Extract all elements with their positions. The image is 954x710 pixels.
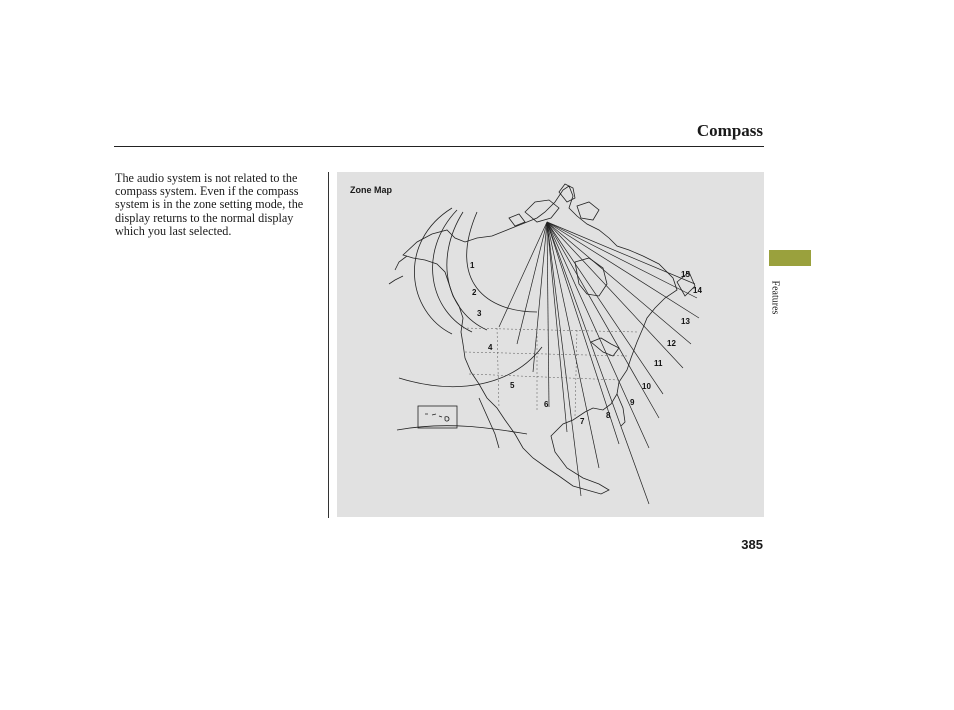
zone-label-9: 9	[630, 398, 635, 407]
zone-boundary-arcs	[397, 208, 542, 434]
zone-label-10: 10	[642, 382, 651, 391]
section-tab-text: Features	[769, 280, 781, 314]
baja-peninsula	[479, 398, 499, 448]
column-divider	[328, 172, 329, 518]
zone-label-8: 8	[606, 411, 611, 420]
florida-peninsula	[617, 394, 625, 426]
zone-label-11: 11	[654, 359, 663, 368]
zone-label-12: 12	[667, 339, 676, 348]
zone-label-7: 7	[580, 417, 585, 426]
page-title: Compass	[696, 121, 763, 140]
zone-label-3: 3	[477, 309, 482, 318]
hudson-bay	[575, 258, 607, 296]
aleutian-chain	[389, 256, 407, 284]
zone-label-15: 15	[681, 270, 690, 279]
body-paragraph: The audio system is not related to the compass system. Even if the compass system is in the zone setting mode, the display returns to the normal display which you last selected.	[115, 171, 304, 238]
north-america-outline	[403, 186, 677, 494]
zone-label-13: 13	[681, 317, 690, 326]
title-rule	[114, 146, 764, 147]
state-borders	[463, 328, 637, 416]
zone-map-caption: Zone Map	[350, 185, 392, 195]
section-tab	[769, 250, 811, 266]
zone-label-14: 14	[693, 286, 702, 295]
zone-label-6: 6	[544, 400, 549, 409]
arctic-islands	[509, 184, 599, 226]
hawaii-inset	[418, 406, 457, 428]
section-tab-label	[760, 272, 790, 322]
zone-label-5: 5	[510, 381, 515, 390]
page-number: 385	[741, 537, 763, 552]
zone-map-illustration	[337, 172, 764, 517]
zone-label-2: 2	[472, 288, 477, 297]
zone-label-4: 4	[488, 343, 493, 352]
zone-label-1: 1	[470, 261, 475, 270]
zone-radial-lines	[499, 222, 699, 504]
